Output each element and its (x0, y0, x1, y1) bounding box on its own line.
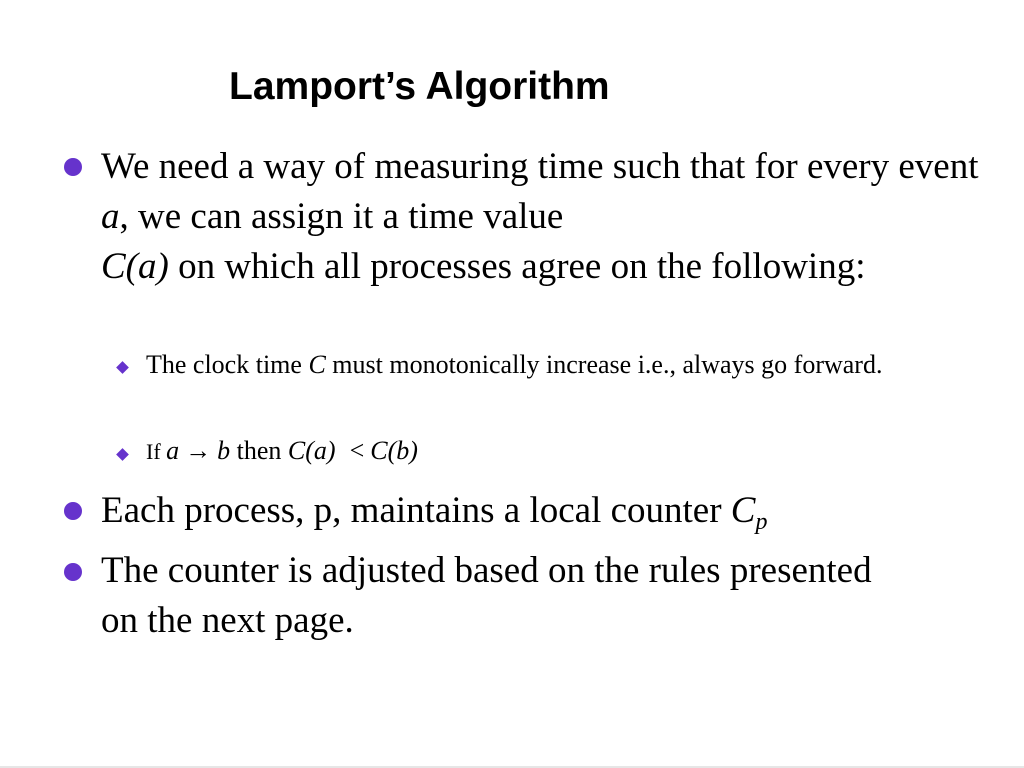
bullet-1-text-c: on which all processes agree on the following: (168, 246, 866, 287)
bullet-1-text-a: We need a way of measuring time such that for every event (101, 146, 979, 187)
bullet-dot-1 (64, 158, 82, 176)
if-word: If (146, 439, 167, 464)
bullet-2-text: Each process, p, maintains a local counter (101, 490, 731, 531)
bullet-2 (101, 486, 981, 547)
event-a: a (166, 436, 180, 465)
bullet-dot-3 (64, 563, 82, 581)
sub-bullet-diamond-1 (116, 361, 129, 374)
time-value: C(a) (101, 246, 169, 287)
clock-variable: C (308, 350, 326, 379)
sub-bullet-diamond-2 (116, 448, 129, 461)
less-than-sign: < (349, 436, 365, 465)
bullet-3 (101, 546, 901, 646)
sub-bullet-2 (146, 433, 966, 470)
local-counter-variable: C (730, 490, 756, 531)
happened-before-arrow: → (185, 436, 212, 465)
local-counter-subscript: p (755, 509, 768, 535)
sub-bullet-1-text-b: must monotonically increase i.e., always go forward. (325, 350, 883, 379)
bullet-dot-2 (64, 502, 82, 520)
slide-title: Lamport’s Algorithm (229, 65, 610, 108)
bullet-3-text: The counter is adjusted based on the rules presented on the next page. (101, 550, 872, 641)
bullet-1-text-b: , we can assign it a time value (119, 196, 564, 237)
sub-bullet-1-text-a: The clock time (146, 350, 309, 379)
clock-b: C(b) (370, 436, 418, 465)
then-word: then (230, 436, 288, 465)
event-b: b (217, 436, 231, 465)
sub-bullet-1 (146, 347, 966, 383)
event-variable: a (101, 196, 120, 237)
clock-a: C(a) (287, 436, 336, 465)
bullet-1 (101, 142, 981, 292)
